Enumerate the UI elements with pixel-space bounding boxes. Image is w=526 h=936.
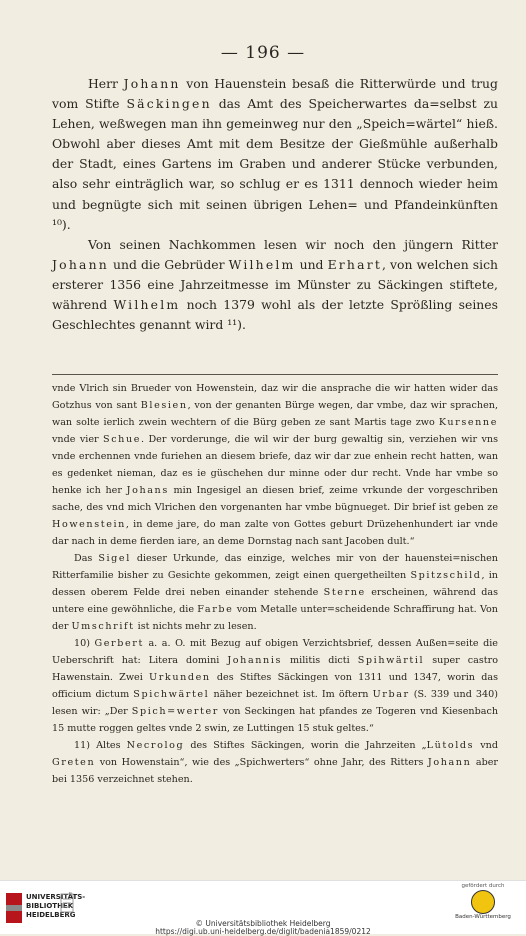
text-run: ist nichts mehr zu lesen. <box>134 621 257 632</box>
text-run: näher bezeichnet ist. Im öftern <box>209 689 373 700</box>
text-run: , in dessen oberem Felde drei neben einander stehende <box>52 570 498 598</box>
spaced-name: Spihwärtil <box>357 655 425 666</box>
footnote-divider <box>52 374 498 375</box>
spaced-name: Sigel <box>98 553 131 564</box>
page-number: — 196 — <box>220 43 306 63</box>
text-run: vnde Vlrich sin Brueder von Howenstein, daz wir die ansprache die wir hatten wider das Gotzhus von sant <box>52 383 498 411</box>
text-run: Herr <box>88 76 124 91</box>
bw-crest-icon <box>471 890 495 914</box>
text-run: Von seinen Nachkommen lesen wir noch den jüngern Ritter <box>88 236 498 252</box>
text-run: militis dicti <box>282 655 358 666</box>
text-run: erscheinen, während das untere eine gewöhnliche, die <box>52 587 498 615</box>
spaced-name: Necrolog <box>126 740 185 751</box>
text-run: des Stiftes Säckingen von 1311 und 1347, worin das officium dictum <box>52 672 498 700</box>
text-run: super castro Hawenstain. Zwei <box>52 655 498 683</box>
text-run: 10) <box>74 638 95 649</box>
text-run: und <box>295 256 328 272</box>
text-run: das Amt des Speicherwartes da=selbst zu Lehen, weßwegen man ihn gemeinweg nur den „Speich=wärtel“ hieß. Obwohl aber dieses Amt mit dem Besitze der Gießmühle außerhalb der Stadt, eines Gartens im Graben und anderer Stücke verbunden, also sehr einträglich war, so schlug er es 1311 dennoch wieder heim und begnügte sich mit seinen übrigen Lehen= und Pfandeinkünften ¹⁰). <box>52 96 498 232</box>
text-run: aber bei 1356 verzeichnet stehen. <box>52 757 498 785</box>
footnote-10 <box>52 635 498 737</box>
funding-label: gefördert durch <box>461 883 505 889</box>
spaced-name: Greten <box>52 757 96 768</box>
text-run: dieser Urkunde, das einzige, welches mir von der hauenstei=nischen Ritterfamilie bisher zu Gesichte gekommen, zeigt einen quergetheilten <box>52 553 498 581</box>
baden-wuerttemberg-logo[interactable] <box>448 883 518 920</box>
spaced-name: Wilhelm <box>228 256 296 272</box>
spaced-name: Johann <box>123 76 181 91</box>
spaced-name: Spichwärtel <box>133 689 210 700</box>
spaced-name: Lütolds <box>426 740 475 751</box>
spaced-name: Kursenne <box>438 417 498 428</box>
spaced-name: Blesien <box>140 400 188 411</box>
spaced-name: Wilhelm <box>113 297 181 313</box>
text-run: . Der vorderunge, die wil wir der burg gewaltig sin, verziehen wir vns vnde erchennen vnde furiehen an diesem briefe, daz wir dar zue enhein recht hatten, wan es gedenket nieman, daz es ie güschehen dur minne oder dur recht. Vnde har vmbe so henke ich her <box>52 434 498 496</box>
spaced-name: Johans <box>126 485 169 496</box>
source-url-link[interactable]: https://digi.ub.uni-heidelberg.de/diglit/badenia1859/0212 <box>155 927 371 936</box>
main-text <box>52 74 498 335</box>
text-run: , von welchen sich ersterer 1356 eine Jahrzeitmesse im Münster zu Säckingen stiftete, während <box>52 256 498 313</box>
spaced-name: Umschrift <box>71 621 135 632</box>
text-run: a. a. O. mit Bezug auf obigen Verzichtsbrief, dessen Außen=seite die Ueberschrift hat: Litera domini <box>52 638 498 666</box>
spaced-name: Säckingen <box>126 96 212 112</box>
ub-logo-text: UNIVERSITÄTS- BIBLIOTHEK HEIDELBERG <box>26 893 86 919</box>
text-run: Das <box>74 553 99 564</box>
text-run: von Seckingen hat pfandes ze Togeren vnd Kiesenbach 15 mutte roggen geltes vnde 2 swin, ze Luttingen 15 stuk geltes.“ <box>52 706 499 734</box>
text-run: von Howenstain“, wie des „Spichwerters“ ohne Jahr, des Ritters <box>95 757 428 768</box>
text-run: noch 1379 wohl als der letzte Sprößling seines Geschlechtes genannt wird ¹¹). <box>52 297 498 333</box>
spaced-name: Schue <box>103 434 141 445</box>
spaced-name: Gerbert <box>94 638 144 649</box>
footnote-continuation <box>52 380 498 550</box>
text-run: von Hauenstein besaß die Ritterwürde und trug vom Stifte <box>52 76 498 112</box>
footnote-seal-description <box>52 550 498 635</box>
spaced-name: Urbar <box>372 689 410 700</box>
spaced-name: Johann <box>427 757 472 768</box>
text-run: (S. 339 und 340) lesen wir: „Der <box>52 689 498 717</box>
text-run: vom Metalle unter=scheidende Schraffirung hat. Von der <box>52 604 498 632</box>
spaced-name: Spitzschild <box>410 570 482 581</box>
text-run: des Stiftes Säckingen, worin die Jahrzeiten „ <box>184 740 427 751</box>
text-run: min Ingesigel an diesen brief, zeime vrkunde der vorgeschriben sache, des vnd mich Vlrichen den vorgenanten har vmbe bügnueget. Dir brief ist geben ze <box>52 485 498 513</box>
text-run: vnde vier <box>52 434 104 445</box>
spaced-name: Johann <box>52 256 109 272</box>
spaced-name: Howenstein <box>52 519 126 530</box>
text-run: , von der genanten Bürge wegen, dar vmbe, daz wir sprachen, wan solte ierlich zwein wechtern of die Bürg geben ze sant Martis tage zwo <box>52 400 498 428</box>
footnote-11 <box>52 737 498 788</box>
main-paragraph <box>52 235 498 335</box>
viewer-footer <box>0 880 526 934</box>
text-run: , in deme jare, do man zalte von Gottes geburt Drüzehenhundert iar vnde dar nach in deme fierden iare, an deme Dornstag nach sant Jacoben dult.“ <box>52 519 498 547</box>
bw-label: Baden-Württemberg <box>455 914 511 920</box>
digi-icon <box>60 893 74 913</box>
text-run: und die Gebrüder <box>108 256 229 272</box>
spaced-name: Urkunden <box>149 672 211 683</box>
spaced-name: Erhart <box>327 256 383 272</box>
footnotes <box>52 380 498 788</box>
text-run: 11) Altes <box>74 740 127 751</box>
main-paragraph <box>52 74 498 235</box>
spaced-name: Spich=werter <box>131 706 219 717</box>
spaced-name: Farbe <box>197 604 234 615</box>
spaced-name: Sterne <box>323 587 366 598</box>
text-run: vnd <box>474 740 498 751</box>
copyright-text: © Universitätsbibliothek Heidelberg <box>195 919 331 928</box>
spaced-name: Johannis <box>227 655 283 666</box>
